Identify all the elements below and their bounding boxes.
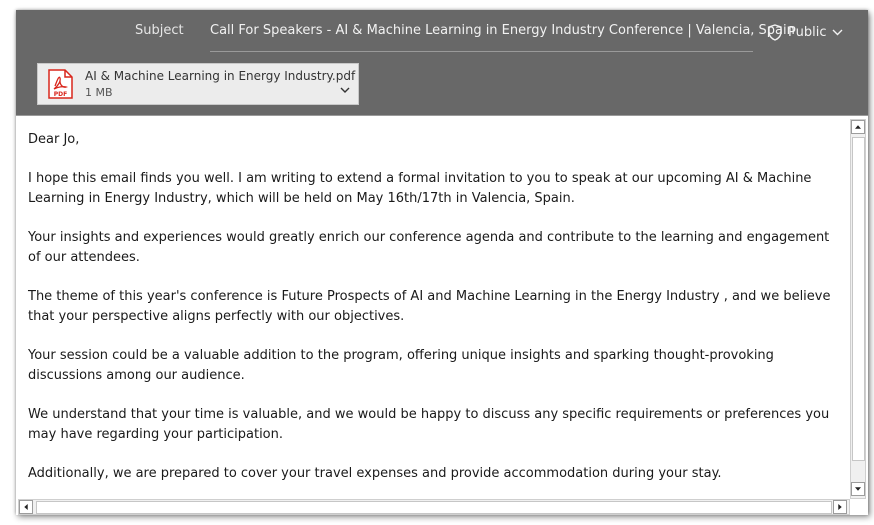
email-body-editor[interactable] xyxy=(16,115,868,515)
compose-window xyxy=(16,10,868,514)
body-paragraph: Your insights and experiences would greatly enrich our conference agenda and contribute to the learning and engagement of our attendees. xyxy=(28,230,830,265)
attachment-size: 1 MB xyxy=(85,86,113,99)
subject-input[interactable]: Call For Speakers - AI & Machine Learning in Energy Industry Conference | Valencia, Spain xyxy=(210,23,795,38)
scroll-down-button[interactable] xyxy=(851,482,865,496)
vertical-scrollbar[interactable] xyxy=(850,119,866,499)
attachment-menu-icon[interactable] xyxy=(340,79,350,98)
body-paragraph: Your session could be a valuable addition to the program, offering unique insights and sparking thought-provoking discussions among our audience. xyxy=(28,348,774,383)
body-paragraph: The theme of this year's conference is Future Prospects of AI and Machine Learning in the Energy Industry , and we believe that your perspective aligns perfectly with our objectives. xyxy=(28,289,831,324)
pdf-icon xyxy=(46,69,74,103)
body-paragraph: I hope this email finds you well. I am writing to extend a formal invitation to you to speak at our upcoming AI & Machine Learning in Energy Industry, which will be held on May 16th/17th in Valencia, Spain. xyxy=(28,171,812,206)
email-body-text[interactable] xyxy=(28,130,838,503)
subject-underline xyxy=(210,51,753,52)
visibility-label: Public xyxy=(788,24,827,40)
horizontal-scroll-thumb[interactable] xyxy=(36,501,832,514)
attachment-name: AI & Machine Learning in Energy Industry.pdf xyxy=(85,69,356,83)
visibility-dropdown[interactable] xyxy=(768,22,843,42)
attachment-card[interactable] xyxy=(37,63,359,105)
subject-label: Subject xyxy=(135,23,184,38)
horizontal-scrollbar[interactable] xyxy=(18,499,850,515)
body-paragraph: We understand that your time is valuable, and we would be happy to discuss any specific requirements or preferences you may have regarding your participation. xyxy=(28,407,830,442)
scroll-right-button[interactable] xyxy=(833,500,847,514)
body-paragraph: Additionally, we are prepared to cover your travel expenses and provide accommodation during your stay. xyxy=(28,466,722,481)
greeting-paragraph: Dear Jo, xyxy=(28,132,80,147)
scroll-left-button[interactable] xyxy=(19,500,33,514)
vertical-scroll-thumb[interactable] xyxy=(852,137,865,461)
chevron-down-icon xyxy=(832,29,843,36)
scroll-up-button[interactable] xyxy=(851,120,865,134)
compose-header xyxy=(16,10,868,115)
shield-icon xyxy=(768,24,782,41)
pdf-icon-text: PDF xyxy=(53,91,68,98)
